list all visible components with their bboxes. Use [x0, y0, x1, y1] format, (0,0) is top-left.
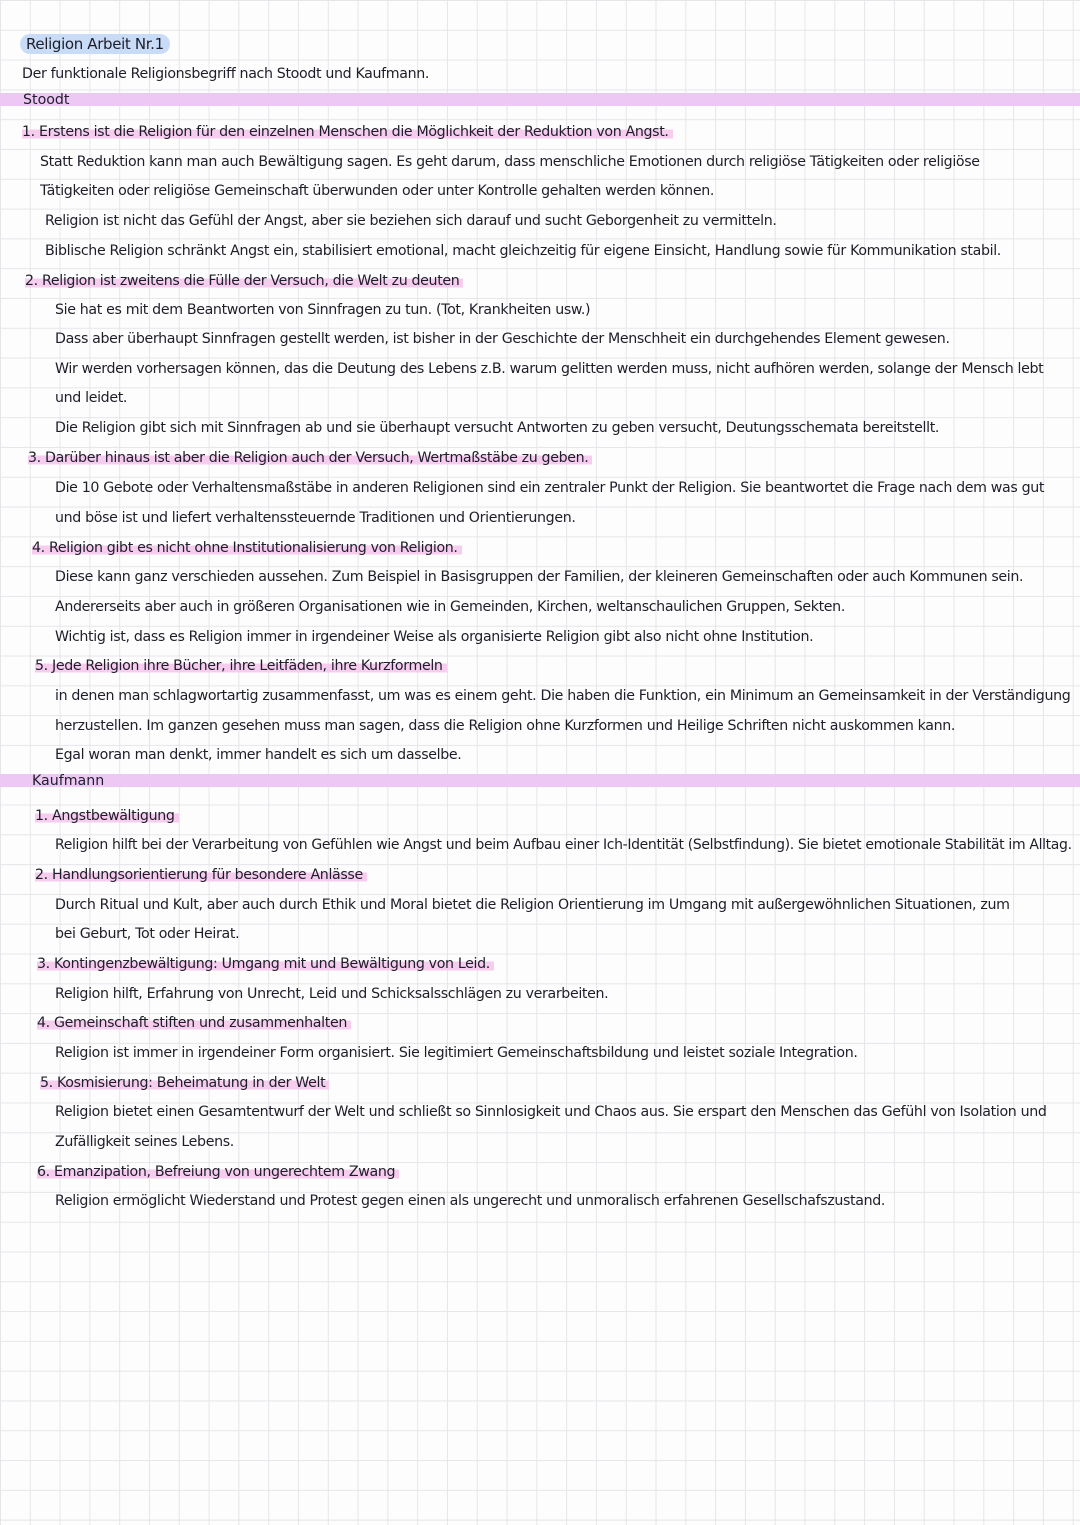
stoodt-text-line: in denen man schlagwortartig zusammenfasst, um was es einem geht. Die haben die Funktion, ein Minimum an Gemeinsamkeit in der Verständigung [55, 688, 1071, 704]
kaufmann-point-3: 3. Kontingenzbewältigung: Umgang mit und Bewältigung von Leid. [37, 954, 494, 974]
stoodt-text-line: Dass aber überhaupt Sinnfragen gestellt werden, ist bisher in der Geschichte der Menschheit ein durchgehendes Element gewesen. [55, 331, 950, 347]
stoodt-text-line: Wichtig ist, dass es Religion immer in irgendeiner Weise als organisierte Religion gibt also nicht ohne Institution. [55, 629, 814, 645]
kaufmann-text-line: Durch Ritual und Kult, aber auch durch Ethik und Moral bietet die Religion Orientierung im Umgang mit außergewöhnlichen Situationen, zum [55, 897, 1010, 913]
kaufmann-text-line: Religion hilft bei der Verarbeitung von Gefühlen wie Angst und beim Aufbau einer Ich-Identität (Selbstfindung). Sie bietet emotionale Stabilität im Alltag. [55, 837, 1072, 853]
kaufmann-text-line: Religion hilft, Erfahrung von Unrecht, Leid und Schicksalsschlägen zu verarbeiten. [55, 986, 609, 1002]
kaufmann-point-6: 6. Emanzipation, Befreiung von ungerechtem Zwang [37, 1162, 399, 1182]
kaufmann-text-line: bei Geburt, Tot oder Heirat. [55, 926, 240, 942]
kaufmann-point-5: 5. Kosmisierung: Beheimatung in der Welt [40, 1073, 329, 1093]
kaufmann-text-line: Religion ermöglicht Wiederstand und Protest gegen einen als ungerecht und unmoralisch erfahrenen Gesellschafszustand. [55, 1193, 886, 1209]
stoodt-text-line: Die 10 Gebote oder Verhaltensmaßstäbe in anderen Religionen sind ein zentraler Punkt der Religion. Sie beantwortet die Frage nach dem was gut [55, 480, 1045, 496]
kaufmann-text-line: Religion bietet einen Gesamtentwurf der Welt und schließt so Sinnlosigkeit und Chaos aus. Sie erspart den Menschen das Gefühl von Isolation und [55, 1104, 1047, 1120]
stoodt-text-line: Statt Reduktion kann man auch Bewältigung sagen. Es geht darum, dass menschliche Emotionen durch religiöse Tätigkeiten oder religiöse [40, 154, 980, 170]
page-title: Religion Arbeit Nr.1 [20, 34, 170, 54]
stoodt-text-line: Tätigkeiten oder religiöse Gemeinschaft überwunden oder unter Kontrolle gehalten werden können. [40, 183, 715, 199]
stoodt-text-line: Biblische Religion schränkt Angst ein, stabilisiert emotional, macht gleichzeitig für eigene Einsicht, Handlung sowie für Kommunikation stabil. [45, 243, 1001, 259]
stoodt-text-line: Egal woran man denkt, immer handelt es sich um dasselbe. [55, 747, 462, 763]
stoodt-text-line: Wir werden vorhersagen können, das die Deutung des Lebens z.B. warum gelitten werden muss, nicht aufhören werden, solange der Mensch lebt [55, 361, 1044, 377]
stoodt-text-line: Andererseits aber auch in größeren Organisationen wie in Gemeinden, Kirchen, weltanschaulichen Gruppen, Sekten. [55, 599, 845, 615]
stoodt-text-line: Die Religion gibt sich mit Sinnfragen ab und sie überhaupt versucht Antworten zu geben versucht, Deutungsschemata bereitstellt. [55, 420, 940, 436]
stoodt-text-line: Diese kann ganz verschieden aussehen. Zum Beispiel in Basisgruppen der Familien, der kleineren Gemeinschaften oder auch Kommunen sein. [55, 569, 1024, 585]
kaufmann-text-line: Religion ist immer in irgendeiner Form organisiert. Sie legitimiert Gemeinschaftsbildung und leistet soziale Integration. [55, 1045, 858, 1061]
stoodt-point-3: 3. Darüber hinaus ist aber die Religion auch der Versuch, Wertmaßstäbe zu geben. [28, 448, 592, 468]
page-subtitle: Der funktionale Religionsbegriff nach Stoodt und Kaufmann. [22, 66, 430, 82]
section-heading-stoodt: Stoodt [23, 92, 70, 108]
stoodt-text-line: und leidet. [55, 390, 128, 406]
stoodt-point-5: 5. Jede Religion ihre Bücher, ihre Leitfäden, ihre Kurzformeln [35, 656, 447, 676]
stoodt-point-4: 4. Religion gibt es nicht ohne Institutionalisierung von Religion. [32, 538, 462, 558]
section-band-kaufmann [0, 774, 1080, 787]
kaufmann-text-line: Zufälligkeit seines Lebens. [55, 1134, 234, 1150]
stoodt-point-2: 2. Religion ist zweitens die Fülle der Versuch, die Welt zu deuten [25, 271, 463, 291]
section-band-stoodt [0, 93, 1080, 106]
stoodt-text-line: Religion ist nicht das Gefühl der Angst, aber sie beziehen sich darauf und sucht Geborgenheit zu vermitteln. [45, 213, 777, 229]
stoodt-text-line: herzustellen. Im ganzen gesehen muss man sagen, dass die Religion ohne Kurzformen und Heilige Schriften nicht auskommen kann. [55, 718, 956, 734]
section-heading-kaufmann: Kaufmann [32, 773, 105, 789]
stoodt-text-line: und böse ist und liefert verhaltenssteuernde Traditionen und Orientierungen. [55, 510, 576, 526]
kaufmann-point-2: 2. Handlungsorientierung für besondere Anlässe [35, 865, 367, 885]
kaufmann-point-1: 1. Angstbewältigung [35, 806, 179, 826]
stoodt-point-1: 1. Erstens ist die Religion für den einzelnen Menschen die Möglichkeit der Reduktion von Angst. [22, 122, 673, 142]
stoodt-text-line: Sie hat es mit dem Beantworten von Sinnfragen zu tun. (Tot, Krankheiten usw.) [55, 302, 591, 318]
kaufmann-point-4: 4. Gemeinschaft stiften und zusammenhalten [37, 1013, 351, 1033]
